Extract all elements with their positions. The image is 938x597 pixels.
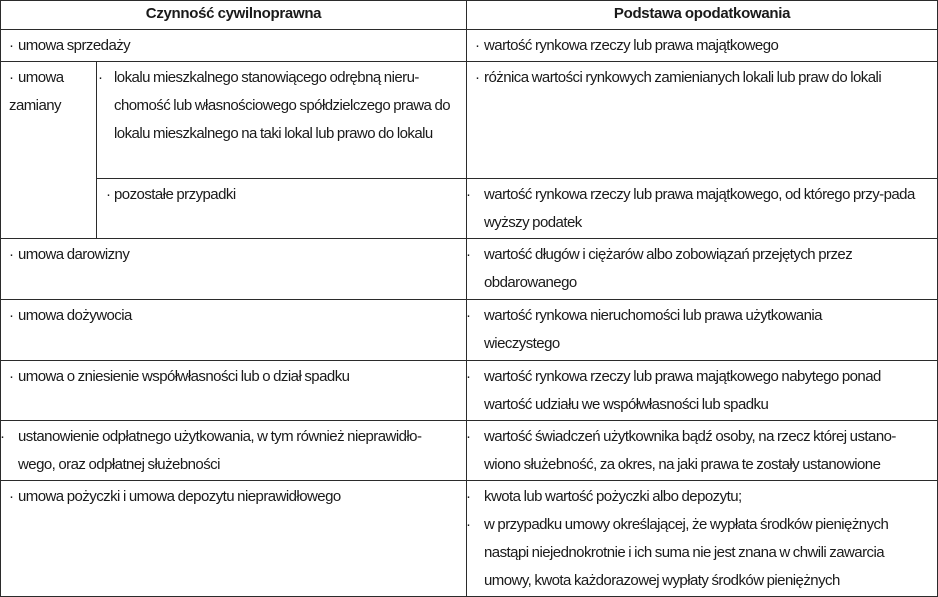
table-row [1, 239, 938, 300]
action-text: umowa pożyczki i umowa depozytu nieprawidłowego [18, 488, 341, 505]
action-cell [1, 30, 467, 62]
action-cell: · umowa zamiany [1, 62, 97, 239]
basis-text: wartość rynkowa rzeczy lub prawa majątkowego [484, 37, 779, 54]
basis-text: wartość rynkowa rzeczy lub prawa majątkowego, od którego przy-pada wyższy podatek [484, 186, 915, 231]
action-cell: · ustanowienie odpłatnego użytkowania, w tym również nieprawidło-wego, oraz odpłatnej służebności [1, 421, 467, 481]
basis-cell: · wartość rynkowa rzeczy lub prawa majątkowego [467, 30, 938, 62]
action-cell: · umowa darowizny [1, 239, 467, 300]
action-cell: · umowa dożywocia [1, 300, 467, 361]
basis-text: wartość rynkowa rzeczy lub prawa majątkowego nabytego ponad wartość udziału we współwłasności lub spadku [484, 368, 881, 413]
sub-action-cell: · pozostałe przypadki [97, 179, 467, 239]
basis-cell: · wartość rynkowa rzeczy lub prawa majątkowego, od którego przy-pada wyższy podatek [467, 179, 938, 239]
table-row [1, 62, 938, 179]
sub-action-text: lokalu mieszkalnego stanowiącego odrębną nieru-chomość lub własnościowego spółdzielczego prawa do lokalu mieszkalnego na taki lokal lub prawo do lokalu [114, 69, 451, 142]
header-civil-action: Czynność cywilnoprawna [1, 1, 467, 30]
table-row [1, 179, 938, 239]
table-row [1, 300, 938, 361]
action-cell: · umowa pożyczki i umowa depozytu nieprawidłowego [1, 481, 467, 597]
basis-cell: · wartość rynkowa rzeczy lub prawa majątkowego nabytego ponad wartość udziału we współwłasności lub spadku [467, 361, 938, 421]
sub-action-text: pozostałe przypadki [114, 186, 236, 203]
action-text: umowa zamiany [9, 69, 64, 114]
action-text: umowa darowizny [18, 246, 130, 263]
table-row [1, 361, 938, 421]
basis-cell: · wartość świadczeń użytkownika bądź osoby, na rzecz której ustano-wiono służebność, za okres, na jaki prawa te zostały ustanowione [467, 421, 938, 481]
header-tax-basis: Podstawa opodatkowania [467, 1, 938, 30]
basis-text: różnica wartości rynkowych zamienianych lokali lub praw do lokali [484, 69, 882, 86]
basis-text: wartość rynkowa nieruchomości lub prawa użytkowania wieczystego [484, 307, 822, 352]
basis-text: w przypadku umowy określającej, że wypłata środków pieniężnych nastąpi niejednokrotnie i ich suma nie jest znana w chwili zawarcia umowy, kwota każdorazowej wypłaty środków pieniężnych [484, 516, 889, 589]
table-row [1, 30, 938, 62]
header-row [1, 1, 938, 30]
sub-action-cell: · lokalu mieszkalnego stanowiącego odrębną nieru-chomość lub własnościowego spółdzielczego prawa do lokalu mieszkalnego na taki lokal lub prawo do lokalu [97, 62, 467, 179]
action-text: umowa dożywocia [18, 307, 132, 324]
basis-cell: · różnica wartości rynkowych zamienianych lokali lub praw do lokali [467, 62, 938, 179]
bullet: · [9, 37, 14, 54]
action-text: umowa o zniesienie współwłasności lub o dział spadku [18, 368, 350, 385]
table-row [1, 421, 938, 481]
basis-text: kwota lub wartość pożyczki albo depozytu; [484, 488, 742, 505]
basis-text: wartość długów i ciężarów albo zobowiązań przejętych przez obdarowanego [484, 246, 853, 291]
basis-text: wartość świadczeń użytkownika bądź osoby, na rzecz której ustano-wiono służebność, za okres, na jaki prawa te zostały ustanowione [484, 428, 896, 473]
basis-cell: · wartość rynkowa nieruchomości lub prawa użytkowania wieczystego [467, 300, 938, 361]
basis-cell: · wartość długów i ciężarów albo zobowiązań przejętych przez obdarowanego [467, 239, 938, 300]
table-row [1, 481, 938, 597]
action-text: umowa sprzedaży [18, 37, 131, 54]
action-text: ustanowienie odpłatnego użytkowania, w tym również nieprawidło-wego, oraz odpłatnej służebności [18, 428, 422, 473]
basis-cell: · kwota lub wartość pożyczki albo depozytu; · w przypadku umowy określającej, że wypłata środków pieniężnych nastąpi niejednokrotnie i ich suma nie jest znana w chwili zawarcia umowy, kwota każdorazowej wypłaty środków pieniężnych [467, 481, 938, 597]
action-cell: · umowa o zniesienie współwłasności lub o dział spadku [1, 361, 467, 421]
